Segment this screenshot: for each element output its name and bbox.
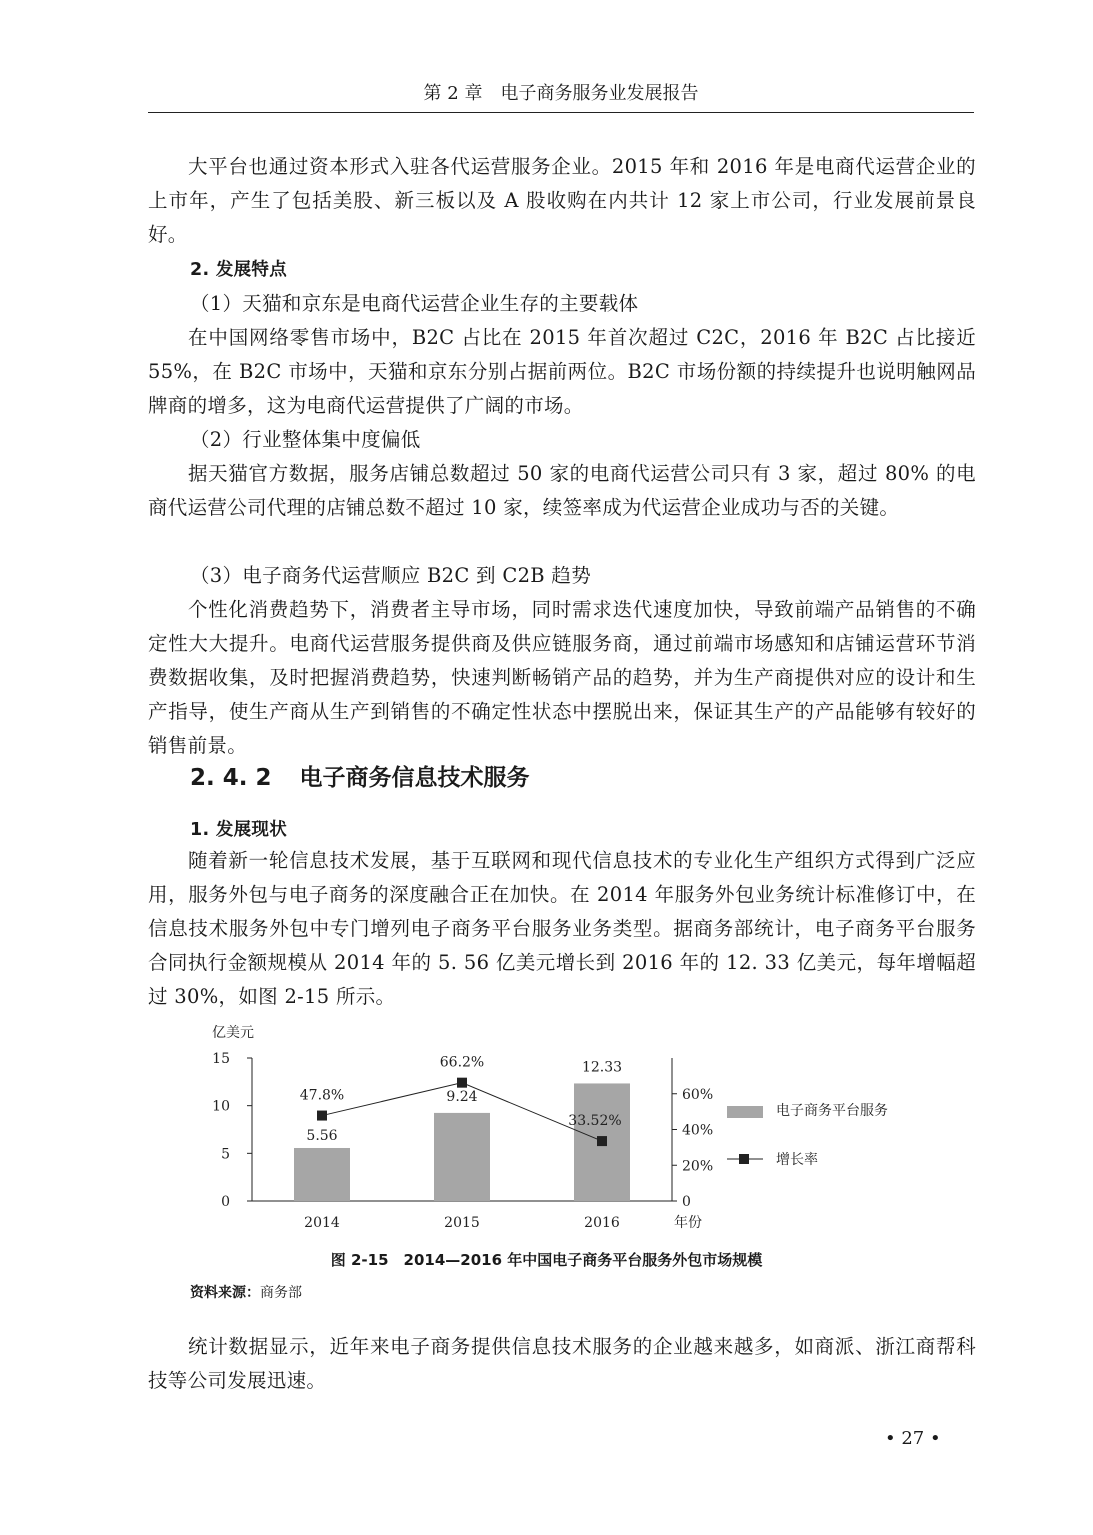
y-tick-label-right: 60% bbox=[682, 1086, 714, 1103]
legend-swatch-bar bbox=[727, 1106, 763, 1118]
y-tick-label-left: 5 bbox=[221, 1146, 230, 1163]
x-tick-label-2015: 2015 bbox=[444, 1215, 480, 1231]
x-axis-title: 年份 bbox=[674, 1215, 702, 1231]
heading-status: 1. 发展现状 bbox=[190, 820, 288, 840]
figure-caption: 图 2-15 2014—2016 年中国电子商务平台服务外包市场规模 bbox=[330, 1251, 763, 1269]
paragraph-6: 统计数据显示，近年来电子商务提供信息技术服务的企业越来越多，如商派、浙江商帮科技等公司发展迅速。 bbox=[148, 1335, 976, 1392]
paragraph-1: 大平台也通过资本形式入驻各代运营服务企业。2015 年和 2016 年是电商代运营企业的上市年，产生了包括美股、新三板以及 A 股收购在内共计 12 家上市公司，行业发展前景良好。 bbox=[148, 155, 976, 246]
header-rule bbox=[148, 112, 974, 113]
legend-marker bbox=[739, 1154, 749, 1164]
y-tick-label-right: 0 bbox=[682, 1194, 691, 1210]
growth-label-2015: 66.2% bbox=[439, 1054, 485, 1071]
source-value: 商务部 bbox=[260, 1285, 302, 1301]
paragraph-3: 据天猫官方数据，服务店铺总数超过 50 家的电商代运营公司只有 3 家，超过 80% 的电商代运营公司代理的店铺总数不超过 10 家，续签率成为代运营企业成功与否的关键。 bbox=[148, 462, 976, 519]
y-tick-label-right: 40% bbox=[682, 1122, 714, 1139]
y-tick-label-left: 15 bbox=[212, 1051, 230, 1067]
subheading-1: （1）天猫和京东是电商代运营企业生存的主要载体 bbox=[190, 292, 639, 315]
y-tick-label-left: 10 bbox=[212, 1098, 230, 1115]
running-head: 第 2 章 电子商务服务业发展报告 bbox=[423, 83, 699, 104]
source-label: 资料来源： bbox=[190, 1285, 260, 1301]
page-number: • 27 • bbox=[885, 1428, 941, 1449]
growth-marker-2016 bbox=[597, 1136, 607, 1146]
bar-label-2015: 9.24 bbox=[446, 1088, 478, 1105]
growth-label-2014: 47.8% bbox=[299, 1087, 345, 1104]
growth-label-2016: 33.52% bbox=[568, 1113, 622, 1130]
y-axis-title: 亿美元 bbox=[212, 1025, 254, 1041]
y-tick-label-left: 0 bbox=[221, 1194, 230, 1210]
x-tick-label-2014: 2014 bbox=[304, 1215, 340, 1231]
bar-2015 bbox=[434, 1113, 490, 1201]
subheading-2: （2）行业整体集中度偏低 bbox=[190, 428, 421, 451]
x-tick-label-2016: 2016 bbox=[584, 1215, 620, 1231]
section-heading bbox=[190, 758, 530, 798]
legend-label-bar: 电子商务平台服务 bbox=[776, 1103, 888, 1119]
figure-source bbox=[190, 1281, 302, 1305]
paragraph-2: 在中国网络零售市场中，B2C 占比在 2015 年首次超过 C2C，2016 年 B2C 占比接近 55%，在 B2C 市场中，天猫和京东分别占据前两位。B2C 市场份额的持续提升也说明触网品牌商的增多，这为电商代运营提供了广阔的市场。 bbox=[148, 326, 976, 417]
legend-label-line: 增长率 bbox=[776, 1152, 818, 1168]
growth-marker-2014 bbox=[317, 1111, 327, 1121]
market-size-chart bbox=[190, 1015, 930, 1240]
growth-marker-2015 bbox=[457, 1078, 467, 1088]
paragraph-5: 随着新一轮信息技术发展，基于互联网和现代信息技术的专业化生产组织方式得到广泛应用，服务外包与电子商务的深度融合正在加快。在 2014 年服务外包业务统计标准修订中，在信息技术服务外包中专门增列电子商务平台服务业务类型。据商务部统计，电子商务平台服务合同执行金额规模从 2014 年的 5. 56 亿美元增长到 2016 年的 12. 33 亿美元，每年增幅超过 30%，如图 2-15 所示。 bbox=[148, 849, 976, 1008]
section-title: 电子商务信息技术服务 bbox=[299, 765, 530, 791]
paragraph-4: 个性化消费趋势下，消费者主导市场，同时需求迭代速度加快，导致前端产品销售的不确定性大大提升。电商代运营服务提供商及供应链服务商，通过前端市场感知和店铺运营环节消费数据收集，及时把握消费趋势，快速判断畅销产品的趋势，并为生产商提供对应的设计和生产指导，使生产商从生产到销售的不确定性状态中摆脱出来，保证其生产的产品能够有较好的销售前景。 bbox=[148, 598, 976, 757]
section-number: 2. 4. 2 bbox=[190, 765, 272, 791]
bar-label-2014: 5.56 bbox=[306, 1127, 338, 1144]
bar-2014 bbox=[294, 1148, 350, 1201]
y-tick-label-right: 20% bbox=[682, 1158, 714, 1175]
heading-features: 2. 发展特点 bbox=[190, 260, 288, 280]
bar-label-2016: 12.33 bbox=[581, 1059, 623, 1076]
subheading-3: （3）电子商务代运营顺应 B2C 到 C2B 趋势 bbox=[190, 564, 592, 587]
